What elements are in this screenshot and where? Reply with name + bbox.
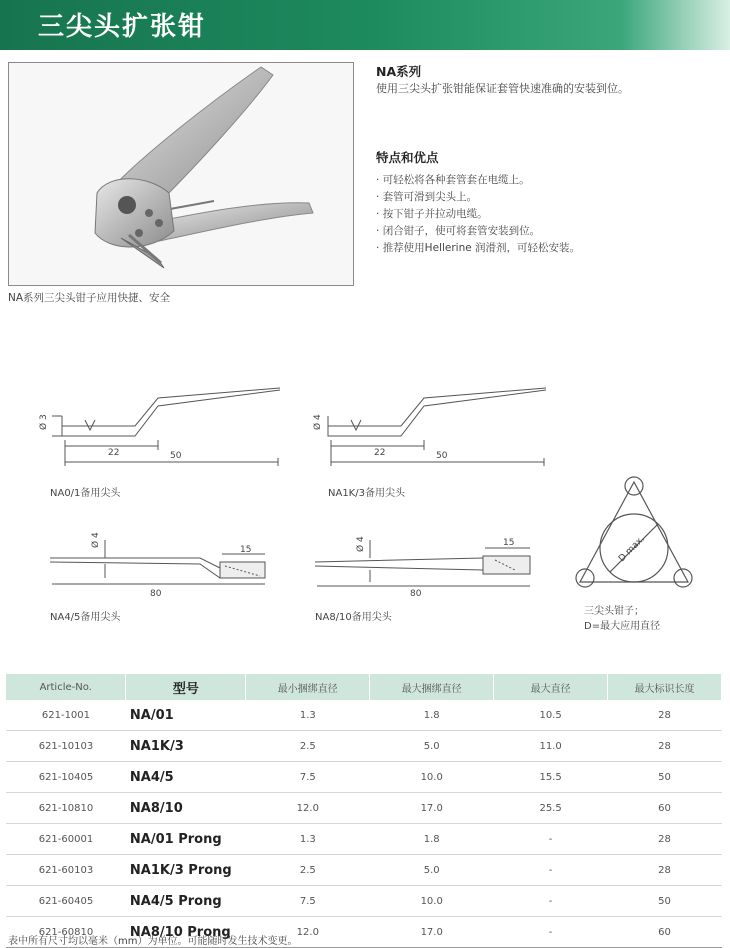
dim-diameter: Ø 3 (39, 414, 49, 430)
feature-item: · 推荐使用Hellerine 润滑剂，可轻松安装。 (376, 240, 580, 257)
min-diameter: 12.0 (246, 917, 370, 948)
max-marker-length: 50 (608, 886, 722, 917)
table-row (6, 762, 722, 793)
dim-length-2: 80 (410, 589, 422, 599)
feature-item: · 按下钳子并拉动电缆。 (376, 206, 580, 223)
model: NA1K/3 Prong (126, 855, 246, 886)
max-diameter: 17.0 (370, 917, 494, 948)
product-photo (8, 62, 354, 286)
page-title: 三尖头扩张钳 (38, 12, 207, 42)
pliers-illustration (9, 63, 353, 285)
min-diameter: 7.5 (246, 886, 370, 917)
spec-table (6, 674, 722, 948)
col-header: 最小捆绑直径 (246, 674, 370, 700)
drawing-caption: NA8/10备用尖头 (315, 612, 392, 623)
max-marker-length: 60 (608, 917, 722, 948)
model: NA/01 (126, 700, 246, 731)
drawing-caption: NA0/1备用尖头 (50, 488, 121, 499)
drawing-triangle (572, 470, 700, 600)
article-no: 621-10810 (6, 793, 126, 824)
triangle-caption-line: D=最大应用直径 (584, 621, 661, 632)
feature-item: · 套管可滑到尖头上。 (376, 189, 580, 206)
model: NA/01 Prong (126, 824, 246, 855)
max-dia: 25.5 (494, 793, 608, 824)
features-list (376, 172, 580, 257)
dmax-label: D max. (617, 534, 647, 565)
dim-length-1: 22 (108, 448, 120, 458)
max-diameter: 5.0 (370, 731, 494, 762)
drawing-na810 (305, 530, 545, 600)
max-marker-length: 28 (608, 700, 722, 731)
max-diameter: 1.8 (370, 700, 494, 731)
drawing-na1k3 (313, 378, 568, 468)
max-dia: 15.5 (494, 762, 608, 793)
table-row (6, 700, 722, 731)
table-row (6, 793, 722, 824)
min-diameter: 2.5 (246, 731, 370, 762)
col-header: 最大捆绑直径 (370, 674, 494, 700)
min-diameter: 2.5 (246, 855, 370, 886)
drawing-caption: NA4/5备用尖头 (50, 612, 121, 623)
max-dia: - (494, 917, 608, 948)
max-dia: 11.0 (494, 731, 608, 762)
drawing-na45 (40, 530, 280, 600)
photo-caption: NA系列三尖头钳子应用快捷、安全 (8, 292, 171, 304)
dim-length-2: 50 (170, 451, 182, 461)
article-no: 621-60001 (6, 824, 126, 855)
model: NA8/10 Prong (126, 917, 246, 948)
footnote: 表中所有尺寸均以毫米（mm）为单位。可能随时发生技术变更。 (8, 936, 298, 947)
feature-item: · 可轻松将各种套管套在电缆上。 (376, 172, 580, 189)
max-marker-length: 60 (608, 793, 722, 824)
triangle-caption (584, 604, 660, 634)
min-diameter: 1.3 (246, 700, 370, 731)
dim-diameter: Ø 4 (356, 536, 366, 552)
table-row (6, 886, 722, 917)
max-marker-length: 28 (608, 855, 722, 886)
model: NA4/5 (126, 762, 246, 793)
drawing-na01 (40, 378, 290, 468)
article-no: 621-1001 (6, 700, 126, 731)
article-no: 621-10405 (6, 762, 126, 793)
article-no: 621-10103 (6, 731, 126, 762)
dim-length-1: 15 (240, 545, 252, 555)
dim-length-1: 22 (374, 448, 386, 458)
dim-length-1: 15 (503, 538, 515, 548)
article-no: 621-60810 (6, 917, 126, 948)
table-row (6, 731, 722, 762)
max-dia: 10.5 (494, 700, 608, 731)
max-dia: - (494, 824, 608, 855)
table-header-row (6, 674, 722, 700)
model: NA4/5 Prong (126, 886, 246, 917)
col-header: Article-No. (6, 674, 126, 700)
article-no: 621-60405 (6, 886, 126, 917)
dim-diameter: Ø 4 (91, 532, 101, 548)
max-diameter: 5.0 (370, 855, 494, 886)
dim-length-2: 50 (436, 451, 448, 461)
drawing-caption: NA1K/3备用尖头 (328, 488, 405, 499)
max-marker-length: 28 (608, 824, 722, 855)
dim-diameter: Ø 4 (313, 414, 323, 430)
table-row (6, 855, 722, 886)
feature-item: · 闭合钳子，使可将套管安装到位。 (376, 223, 580, 240)
article-no: 621-60103 (6, 855, 126, 886)
max-marker-length: 28 (608, 731, 722, 762)
features-title: 特点和优点 (376, 150, 439, 165)
max-marker-length: 50 (608, 762, 722, 793)
series-title: NA系列 (376, 64, 422, 79)
triangle-caption-line: 三尖头钳子； (584, 606, 644, 617)
max-dia: - (494, 886, 608, 917)
min-diameter: 12.0 (246, 793, 370, 824)
col-header: 最大直径 (494, 674, 608, 700)
max-diameter: 1.8 (370, 824, 494, 855)
max-diameter: 17.0 (370, 793, 494, 824)
col-header: 型号 (126, 674, 246, 700)
model: NA1K/3 (126, 731, 246, 762)
min-diameter: 7.5 (246, 762, 370, 793)
dim-length-2: 80 (150, 589, 162, 599)
max-diameter: 10.0 (370, 886, 494, 917)
table-row (6, 824, 722, 855)
series-description: 使用三尖头扩张钳能保证套管快速准确的安装到位。 (376, 82, 629, 95)
max-dia: - (494, 855, 608, 886)
col-header: 最大标识长度 (608, 674, 722, 700)
min-diameter: 1.3 (246, 824, 370, 855)
max-diameter: 10.0 (370, 762, 494, 793)
model: NA8/10 (126, 793, 246, 824)
